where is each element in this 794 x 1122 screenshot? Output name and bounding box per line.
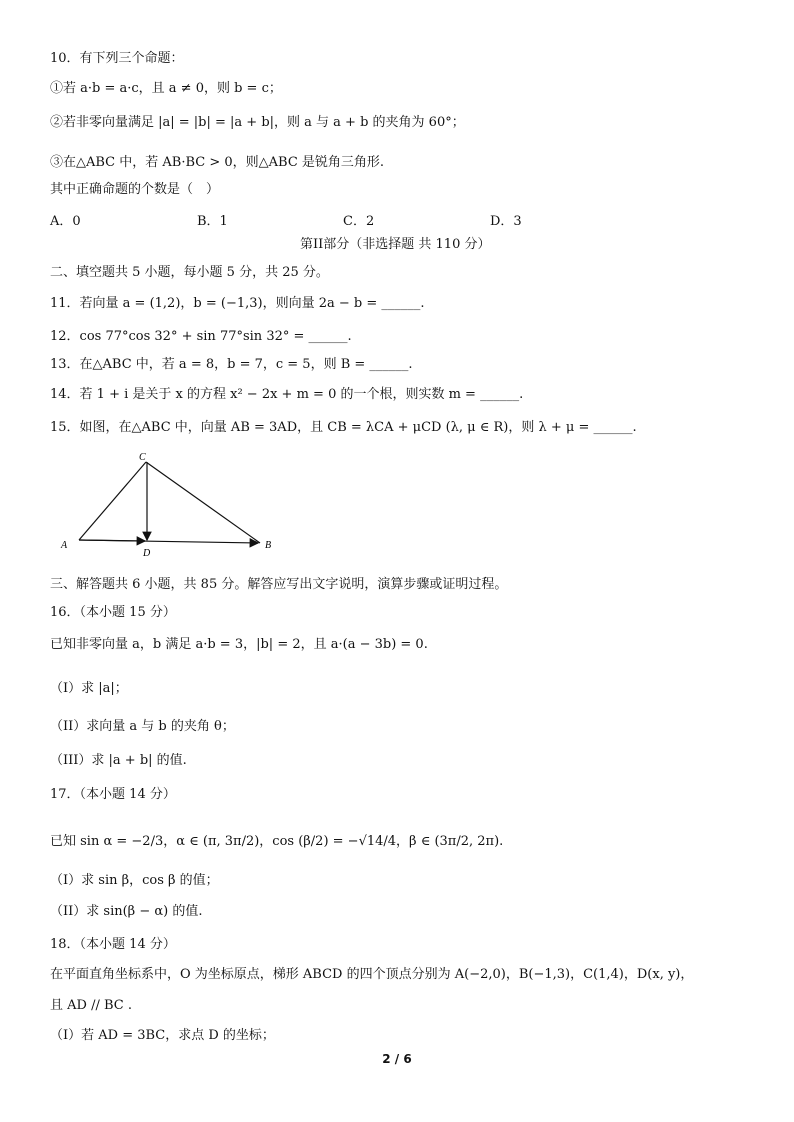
q16-head: 16．（本小题 15 分） [50, 605, 176, 620]
q10-option-a: A．0 [50, 214, 81, 229]
fill-in-intro: 二、填空题共 5 小题，每小题 5 分，共 25 分。 [50, 265, 329, 280]
q18-part-1: （I）若 AD = 3BC，求点 D 的坐标； [50, 1028, 275, 1043]
q17-part-1: （I）求 sin β，cos β 的值； [50, 873, 219, 888]
q10-proposition-3: ③在△ABC 中，若 AB·BC > 0，则△ABC 是锐角三角形. [50, 155, 385, 170]
label-d: D [143, 548, 151, 559]
q11: 11．若向量 a = (1,2)，b = (−1,3)，则向量 2a − b = ______. [50, 296, 425, 311]
q10-option-d: D．3 [490, 214, 522, 229]
q10-proposition-2: ②若非零向量满足 |a| = |b| = |a + b|，则 a 与 a + b 的夹角为 60°； [50, 115, 465, 130]
q12: 12．cos 77°cos 32° + sin 77°sin 32° = ______. [50, 329, 352, 344]
q10-proposition-1: ①若 a·b = a·c，且 a ≠ 0，则 b = c； [50, 81, 282, 96]
page-number: 2 / 6 [382, 1052, 412, 1066]
q10-option-c: C．2 [343, 214, 375, 229]
q15: 15．如图，在△ABC 中，向量 AB = 3AD，且 CB = λCA + μCD (λ, μ ∈ R)，则 λ + μ = ______. [50, 420, 637, 435]
segment-ca [79, 462, 146, 540]
label-b: B [265, 540, 272, 551]
q16-stem: 已知非零向量 a，b 满足 a·b = 3，|b| = 2，且 a·(a − 3b) = 0. [50, 637, 428, 652]
q16-part-3: （III）求 |a + b| 的值. [50, 753, 187, 768]
q17-part-2: （II）求 sin(β − α) 的值. [50, 904, 203, 919]
q17-stem: 已知 sin α = −2/3，α ∈ (π, 3π/2)，cos (β/2) = −√14/4，β ∈ (3π/2, 2π). [50, 834, 504, 849]
q16-part-1: （I）求 |a|； [50, 681, 128, 696]
label-a: A [61, 540, 68, 551]
q18-head: 18．（本小题 14 分） [50, 937, 176, 952]
label-c: C [139, 452, 146, 463]
q14: 14．若 1 + i 是关于 x 的方程 x² − 2x + m = 0 的一个根，则实数 m = ______. [50, 387, 524, 402]
q10-ask: 其中正确命题的个数是（ ） [50, 182, 220, 197]
segment-cb [146, 462, 260, 543]
q18-stem-line2: 且 AD // BC . [50, 998, 132, 1013]
triangle-figure [55, 448, 285, 560]
q13: 13．在△ABC 中，若 a = 8，b = 7，c = 5，则 B = ______. [50, 357, 413, 372]
q10-option-b: B．1 [197, 214, 228, 229]
q18-stem: 在平面直角坐标系中，O 为坐标原点，梯形 ABCD 的四个顶点分别为 A(−2,0)，B(−1,3)，C(1,4)，D(x, y)， [50, 967, 694, 982]
q10-stem: 10．有下列三个命题： [50, 51, 184, 66]
part2-heading: 第II部分（非选择题 共 110 分） [300, 237, 491, 252]
q17-head: 17．（本小题 14 分） [50, 787, 176, 802]
vector-ad [79, 540, 145, 541]
answer-intro: 三、解答题共 6 小题，共 85 分。解答应写出文字说明，演算步骤或证明过程。 [50, 577, 508, 592]
q16-part-2: （II）求向量 a 与 b 的夹角 θ； [50, 719, 235, 734]
